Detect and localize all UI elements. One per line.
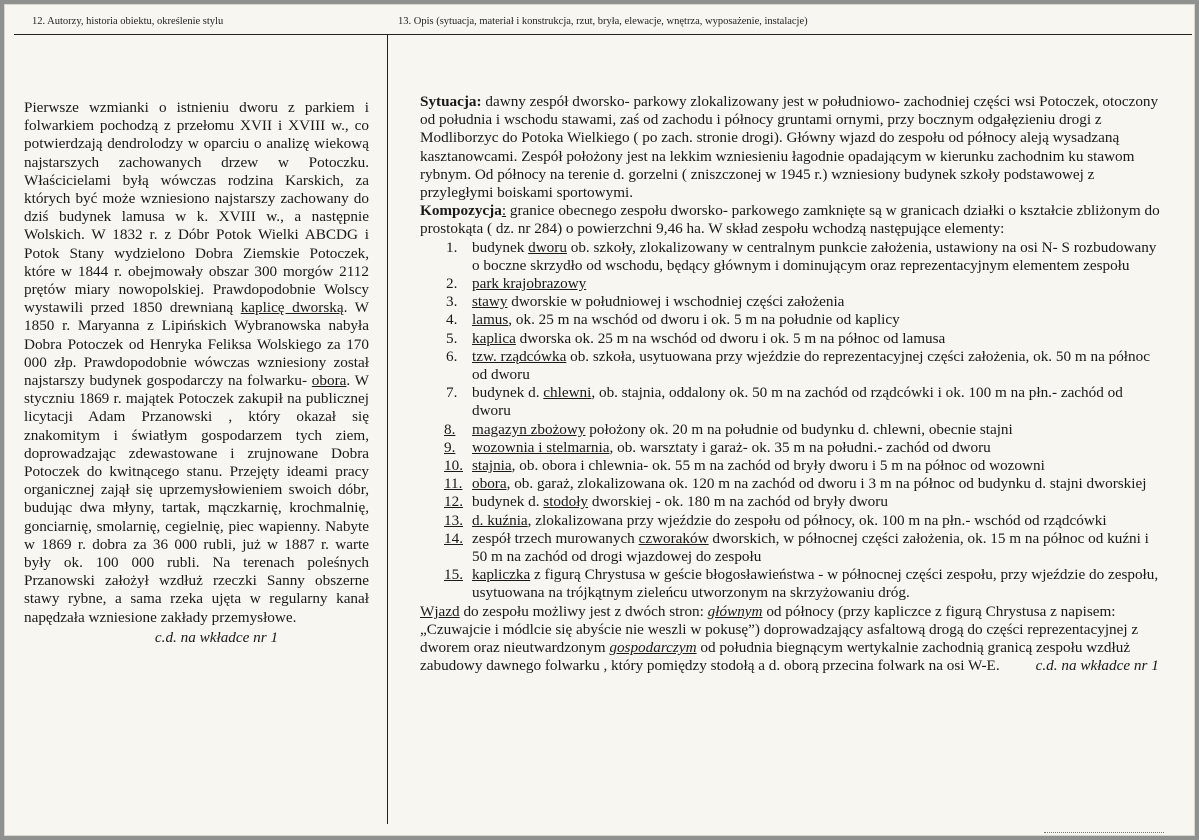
kompozycja-label: Kompozycja [420, 202, 502, 220]
element-key: kaplica [472, 329, 516, 347]
element-item [420, 493, 1160, 511]
element-key: tzw. rządcówka [472, 347, 567, 365]
element-key: magazyn zbożowy [472, 420, 586, 438]
element-item [420, 330, 1160, 348]
element-item [420, 275, 1160, 293]
element-number: 8. [444, 420, 456, 438]
element-post: , ob. garaż, zlokalizowana ok. 120 m na zachód od dworu i 3 m na północ od budynku d. stajni dworskiej [506, 475, 1147, 493]
element-key: obora [472, 475, 507, 493]
element-number: 10. [444, 457, 463, 475]
history-link-kaplica: kaplicę dworską [240, 299, 344, 317]
element-key: chlewni [543, 384, 592, 402]
wjazd-label: Wjazd [420, 602, 460, 620]
wjazd-text-3: od południa biegnącym wertykalnie zachodnią granicą zespołu wzdłuż zabudowy dawnego folwarku , który pomiędzy stodołą a d. oborą przecina folwark na osi W-E. [420, 639, 1131, 675]
wjazd-text-1: do zespołu możliwy jest z dwóch stron: [459, 602, 708, 620]
element-number: 4. [446, 311, 458, 329]
element-number: 3. [446, 293, 458, 311]
element-post: z figurą Chrystusa w geście błogosławieństwa - w północnej części zespołu, przy wjeździe do zespołu, usytuowana na trójkątnym zieleńcu utworzonym na skrzyżowaniu dróg. [472, 566, 1159, 602]
element-number: 2. [446, 275, 458, 293]
element-key: d. kuźnia [472, 511, 528, 529]
element-item [420, 293, 1160, 311]
element-key: wozownia i stelmarnia [472, 438, 610, 456]
column-divider [387, 34, 388, 824]
wjazd-text-2: od północy (przy kapliczce z figurą Chrystusa z napisem: „Czuwajcie i módlcie się abyście nie weszli w pokusę”) doprowadzający asfaltową drogą do części reprezentacyjnej z dworem oraz nieutwardzonym [420, 602, 1139, 657]
element-item [420, 457, 1160, 475]
element-number: 5. [446, 329, 458, 347]
element-key: lamus [472, 311, 509, 329]
element-number: 7. [446, 384, 458, 402]
element-post: położony ok. 20 m na południe od budynku d. chlewni, obecnie stajni [585, 420, 1013, 438]
element-item [420, 530, 1160, 566]
right-continued-note: c.d. na wkładce nr 1 [1035, 657, 1159, 675]
element-item [420, 348, 1160, 384]
history-text [24, 99, 369, 647]
element-key: kapliczka [472, 566, 531, 584]
element-item [420, 439, 1160, 457]
element-pre: budynek d. [472, 493, 544, 511]
element-key: park krajobrazowy [472, 275, 587, 293]
element-number: 12. [444, 493, 463, 511]
wjazd-gospodarczym: gospodarczym [609, 639, 697, 657]
element-key: stawy [472, 293, 508, 311]
element-key: stajnia [472, 457, 512, 475]
element-pre: budynek d. [472, 384, 544, 402]
element-number: 1. [446, 238, 458, 256]
sytuacja-paragraph [420, 93, 1160, 202]
document-sheet [4, 4, 1195, 836]
kompozycja-colon: : [501, 202, 507, 220]
element-post: ob. szkoła, usytuowana przy wjeździe do reprezentacyjnej części założenia, ok. 50 m na północ od dworu [472, 347, 1150, 384]
element-number: 9. [444, 438, 456, 456]
element-post: ob. szkoły, zlokalizowany w centralnym punkcie założenia, ustawiony na osi N- S rozbudowany o boczne skrzydło od wschodu, będący głównym i dominującym oraz reprezentacyjnym elementem zespołu [472, 238, 1157, 274]
sytuacja-label: Sytuacja: [420, 93, 482, 110]
sytuacja-text: dawny zespół dworsko- parkowy zlokalizowany jest w południowo- zachodniej części wsi Potoczek, otoczony od południa i wschodu stawami, zaś od zachodu i północy gruntami ornymi, przy bocznym odgałęzieniu drogi z Modliborzyc do Potoka Wielkiego ( po zach. stronie drogi). Główny wjazd do zespołu od północy aleją wysadzaną kasztanowcami. Zespół położony jest na lekkim wzniesieniu łagodnie opadającym w kierunku zachodnim ku stawom rybnym. Od północy na terenie d. gorzelni ( zniszczonej w 1945 r.) wzniesiony budynek szkoły podstawowej z przyległymi boiskami sportowymi. [420, 93, 1159, 202]
element-post: , ok. 25 m na wschód od dworu i ok. 5 m na południe od kaplicy [508, 311, 900, 329]
history-link-obora: obora [311, 372, 347, 390]
wjazd-paragraph [420, 603, 1160, 676]
element-item [420, 384, 1160, 420]
element-number: 14. [444, 529, 463, 547]
kompozycja-paragraph [420, 202, 1160, 238]
left-column-header: 12. Autorzy, historia obiektu, określenie stylu [32, 16, 224, 27]
element-key: czworaków [638, 529, 709, 547]
wjazd-glownym: głównym [707, 602, 763, 620]
element-item [420, 475, 1160, 493]
left-continued-note: c.d. na wkładce nr 1 [154, 628, 279, 646]
history-paragraph-2: . W 1850 r. Maryanna z Lipińskich Wybranowska nabyła Dobra Potoczek od Henryka Feliksa Wolskiego za 170 000 złp. Prawdopodobnie wówczas wzniesiony został najstarszy budynek gospodarczy na folwarku- [24, 299, 370, 390]
element-number: 6. [446, 347, 458, 365]
kompozycja-text: granice obecnego zespołu dworsko- parkowego zamknięte są w granicach działki o kształcie zbliżonym do prostokąta ( dz. nr 284) o powierzchni 9,46 ha. W skład zespołu wchodzą następujące elementy: [420, 202, 1160, 238]
header-divider [14, 34, 1192, 35]
elements-list [420, 239, 1160, 603]
element-number: 11. [444, 475, 463, 493]
right-column-header: 13. Opis (sytuacja, materiał i konstrukcja, rzut, bryła, elewacje, wnętrza, wyposażenie, instalacje) [398, 16, 808, 27]
element-key: dworu [528, 238, 567, 256]
element-number: 15. [444, 566, 463, 584]
element-item [420, 421, 1160, 439]
scan-artifact [1044, 832, 1164, 839]
element-item [420, 239, 1160, 275]
element-number: 13. [444, 511, 463, 529]
element-key: stodoły [543, 493, 589, 511]
history-paragraph-3: . W styczniu 1869 r. majątek Potoczek zakupił na publicznej licytacji Adam Przanowski , który okazał się znakomitym i światłym gospodarzem tych ziem, doprowadzając zdewastowane i zrujnowane Dobra Potoczek do kwitnącego stanu. Przejęty ideami pracy organicznej zajął się uprzemysłowieniem swoich dóbr, budując dwa młyny, tartak, mączkarnię, krochmalnię, gonciarnię, smolarnię, cegielnię, piec wapienny. Nabyte w 1869 r. dobra za 36 000 rubli, już w 1887 r. warte były ok. 100 000 rubli. Na terenach poleśnych Przanowski założył wzdłuż rzeczki Sanny obszerne stawy rybne, a sama rzeka ujęta w regularny kanał napędzała wzniesione zakłady przemysłowe. [24, 372, 370, 626]
element-pre: zespół trzech murowanych [472, 529, 639, 547]
element-item [420, 566, 1160, 602]
element-item [420, 311, 1160, 329]
element-post: , ob. obora i chlewnia- ok. 55 m na zachód od bryły dworu i 5 m na północ od wozowni [511, 457, 1045, 475]
element-item [420, 512, 1160, 530]
element-post: , ob. warsztaty i garaż- ok. 35 m na południ.- zachód od dworu [609, 438, 991, 456]
element-post: , zlokalizowana przy wjeździe do zespołu od północy, ok. 100 m na płn.- wschód od rządcówki [527, 511, 1107, 529]
description-text [420, 93, 1160, 676]
element-pre: budynek [472, 238, 529, 256]
element-post: dworska ok. 25 m na wschód od dworu i ok. 5 m na północ od lamusa [515, 329, 946, 347]
history-paragraph-1: Pierwsze wzmianki o istnieniu dworu z parkiem i folwarkiem pochodzą z przełomu XVII i XVIII w., co potwierdzają dendrolodzy w oparciu o analizę wiekową najstarszych zachowanych drzew w Potoczku. Właścicielami byłą wówczas rodzina Karskich, za których być może wzniesiono najstarszy zachowany do dziś budynek lamusa w k. XVIII w., a następnie Wolskich. W 1832 r. z Dóbr Potok Wielki ABCDG i Potok Stany wydzielono Dobra Ziemskie Potoczek, które w 1844 r. obejmowały obszar 300 morgów 2112 prętów miary nowopolskiej. Prawdopodobnie Wolscy wystawili przed 1850 drewnianą [24, 99, 369, 317]
element-post: dworskie w południowej i wschodniej części założenia [507, 293, 845, 311]
element-post: , ob. stajnia, oddalony ok. 50 m na zachód od rządcówki i ok. 100 m na płn.- zachód od dworu [472, 384, 1123, 420]
element-post: dworskiej - ok. 180 m na zachód od bryły dworu [588, 493, 888, 511]
element-post: dworskich, w północnej części założenia, ok. 15 m na północ od kuźni i 50 m na zachód od drogi wjazdowej do zespołu [472, 529, 1149, 566]
